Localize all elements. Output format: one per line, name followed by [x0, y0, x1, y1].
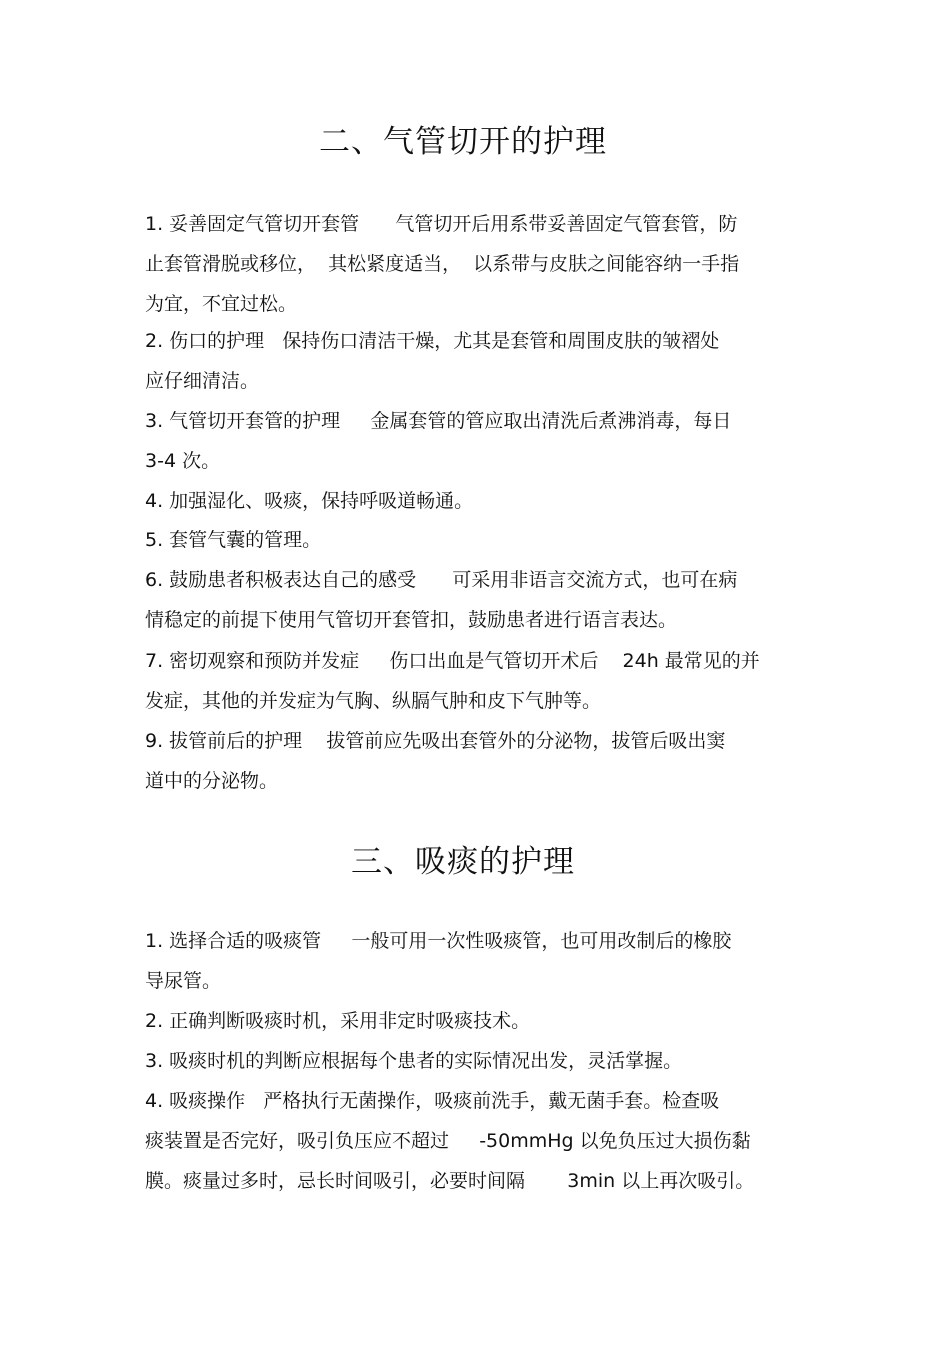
- section-title-suction-care: 三、吸痰的护理: [351, 844, 575, 880]
- text-line: 2. 正确判断吸痰时机，采用非定时吸痰技术。: [145, 1010, 531, 1032]
- text-line: 痰装置是否完好，吸引负压应不超过 -50mmHg 以免负压过大损伤黏: [145, 1130, 751, 1152]
- text-line: 1. 选择合适的吸痰管 一般可用一次性吸痰管，也可用改制后的橡胶: [145, 930, 732, 952]
- text-line: 3-4 次。: [145, 450, 221, 472]
- text-line: 6. 鼓励患者积极表达自己的感受 可采用非语言交流方式，也可在病: [145, 569, 738, 591]
- list-item: [145, 1001, 815, 1041]
- text-line: 5. 套管气囊的管理。: [145, 529, 322, 551]
- text-line: 膜。痰量过多时，忌长时间吸引，必要时间隔 3min 以上再次吸引。: [145, 1170, 755, 1192]
- list-item: [145, 481, 815, 521]
- list-item: [145, 520, 815, 560]
- text-line: 应仔细清洁。: [145, 370, 260, 392]
- list-item: [145, 401, 815, 481]
- text-line: 3. 吸痰时机的判断应根据每个患者的实际情况出发，灵活掌握。: [145, 1050, 683, 1072]
- list-item: [145, 1081, 815, 1201]
- text-line: 为宜，不宜过松。: [145, 293, 298, 315]
- list-item: [145, 1041, 815, 1081]
- text-line: 道中的分泌物。: [145, 770, 279, 792]
- text-line: 3. 气管切开套管的护理 金属套管的管应取出清洗后煮沸消毒，每日: [145, 410, 732, 432]
- list-item: [145, 204, 815, 324]
- list-item: [145, 641, 815, 721]
- text-line: 4. 吸痰操作 严格执行无菌操作，吸痰前洗手，戴无菌手套。检查吸: [145, 1090, 720, 1112]
- text-line: 1. 妥善固定气管切开套管 气管切开后用系带妥善固定气管套管，防: [145, 213, 738, 235]
- text-line: 7. 密切观察和预防并发症 伤口出血是气管切开术后 24h 最常见的并: [145, 650, 760, 672]
- text-line: 导尿管。: [145, 970, 222, 992]
- text-line: 情稳定的前提下使用气管切开套管扣，鼓励患者进行语言表达。: [145, 609, 678, 631]
- text-line: 发症，其他的并发症为气胸、纵膈气肿和皮下气肿等。: [145, 690, 602, 712]
- list-item: [145, 921, 815, 1001]
- list-item: [145, 321, 815, 401]
- text-line: 9. 拔管前后的护理 拔管前应先吸出套管外的分泌物，拔管后吸出窦: [145, 730, 726, 752]
- text-line: 2. 伤口的护理 保持伤口清洁干燥，尤其是套管和周围皮肤的皱褶处: [145, 330, 720, 352]
- text-line: 4. 加强湿化、吸痰，保持呼吸道畅通。: [145, 490, 474, 512]
- text-line: 止套管滑脱或移位， 其松紧度适当， 以系带与皮肤之间能容纳一手指: [145, 253, 740, 275]
- list-item: [145, 721, 815, 801]
- list-item: [145, 560, 815, 640]
- section-title-tracheotomy-care: 二、气管切开的护理: [319, 124, 607, 160]
